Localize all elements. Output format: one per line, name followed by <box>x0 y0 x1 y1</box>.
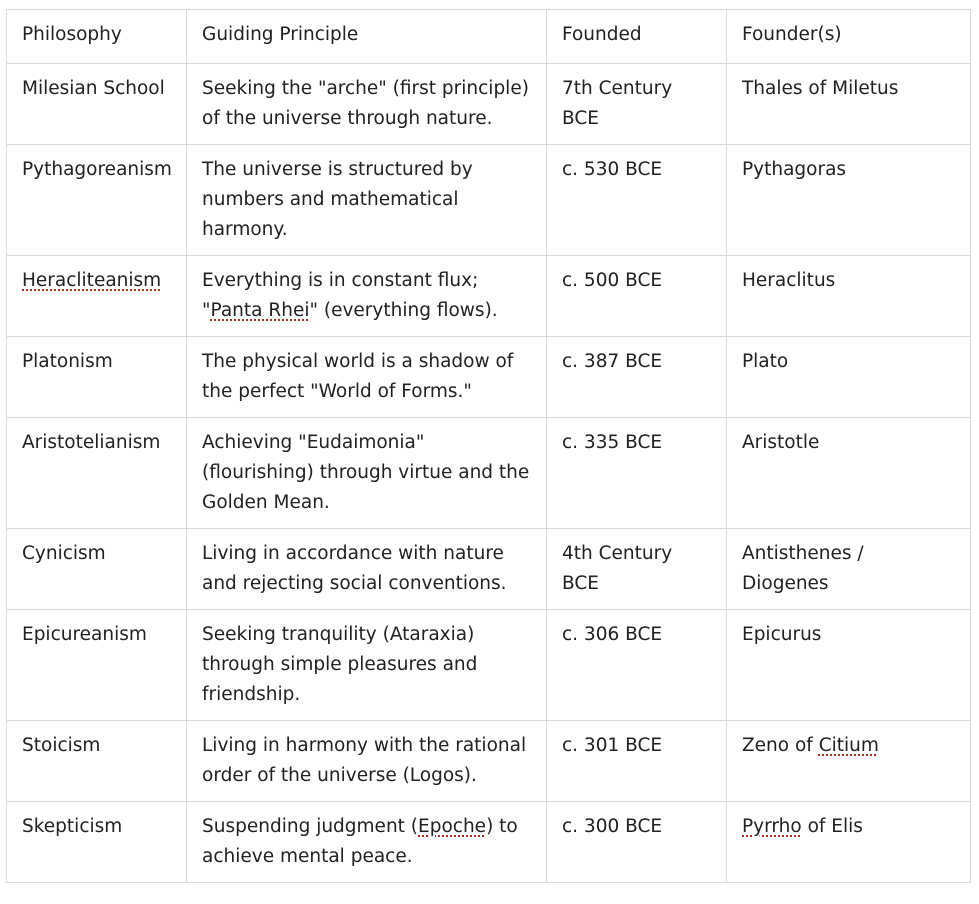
founders-cell: Plato <box>727 337 971 418</box>
philosophy-cell: Cynicism <box>7 529 187 610</box>
principle-cell: Seeking the "arche" (first principle) of the universe through nature. <box>187 64 547 145</box>
philosophy-table <box>6 9 971 883</box>
philosophy-cell <box>7 256 187 337</box>
philosophy-cell: Pythagoreanism <box>7 145 187 256</box>
founders-cell: Heraclitus <box>727 256 971 337</box>
philosophy-cell: Milesian School <box>7 64 187 145</box>
philosophy-cell: Skepticism <box>7 802 187 883</box>
header-cell-guiding-principle: Guiding Principle <box>187 10 547 64</box>
table-row <box>7 145 971 256</box>
principle-cell: Living in harmony with the rational order of the universe (Logos). <box>187 721 547 802</box>
philosophy-cell: Stoicism <box>7 721 187 802</box>
table-row <box>7 721 971 802</box>
founders-cell: Epicurus <box>727 610 971 721</box>
principle-cell: The physical world is a shadow of the perfect "World of Forms." <box>187 337 547 418</box>
table-row <box>7 610 971 721</box>
founded-cell: c. 387 BCE <box>547 337 727 418</box>
founded-cell: 7th Century BCE <box>547 64 727 145</box>
founded-cell: c. 500 BCE <box>547 256 727 337</box>
table-header-row <box>7 10 971 64</box>
principle-cell: Suspending judgment (Epoche) to achieve mental peace. <box>187 802 547 883</box>
principle-cell: Everything is in constant flux; "Panta Rhei" (everything flows). <box>187 256 547 337</box>
philosophy-cell: Platonism <box>7 337 187 418</box>
spellcheck-flagged-word: Heracliteanism <box>22 270 162 291</box>
table-row <box>7 64 971 145</box>
spellcheck-flagged-word: Citium <box>818 735 879 756</box>
founders-cell: Pyrrho of Elis <box>727 802 971 883</box>
founders-cell: Antisthenes / Diogenes <box>727 529 971 610</box>
principle-cell: Seeking tranquility (Ataraxia) through simple pleasures and friendship. <box>187 610 547 721</box>
table-row <box>7 256 971 337</box>
spellcheck-flagged-word: Pyrrho <box>742 816 802 837</box>
table-row <box>7 418 971 529</box>
principle-cell: Living in accordance with nature and rejecting social conventions. <box>187 529 547 610</box>
founded-cell: c. 306 BCE <box>547 610 727 721</box>
philosophy-table-container <box>6 9 971 883</box>
founded-cell: c. 301 BCE <box>547 721 727 802</box>
table-row <box>7 337 971 418</box>
founded-cell: c. 300 BCE <box>547 802 727 883</box>
header-cell-founded: Founded <box>547 10 727 64</box>
table-body <box>7 10 971 883</box>
founders-cell: Thales of Miletus <box>727 64 971 145</box>
founders-cell: Aristotle <box>727 418 971 529</box>
founders-cell: Zeno of Citium <box>727 721 971 802</box>
header-cell-philosophy: Philosophy <box>7 10 187 64</box>
philosophy-cell: Aristotelianism <box>7 418 187 529</box>
principle-cell: The universe is structured by numbers and mathematical harmony. <box>187 145 547 256</box>
founders-cell: Pythagoras <box>727 145 971 256</box>
header-cell-founders: Founder(s) <box>727 10 971 64</box>
founded-cell: c. 335 BCE <box>547 418 727 529</box>
founded-cell: c. 530 BCE <box>547 145 727 256</box>
table-row <box>7 529 971 610</box>
table-row <box>7 802 971 883</box>
spellcheck-flagged-word: Panta Rhei <box>210 300 310 321</box>
spellcheck-flagged-word: Epoche <box>418 816 487 837</box>
philosophy-cell: Epicureanism <box>7 610 187 721</box>
founded-cell: 4th Century BCE <box>547 529 727 610</box>
principle-cell: Achieving "Eudaimonia" (flourishing) through virtue and the Golden Mean. <box>187 418 547 529</box>
